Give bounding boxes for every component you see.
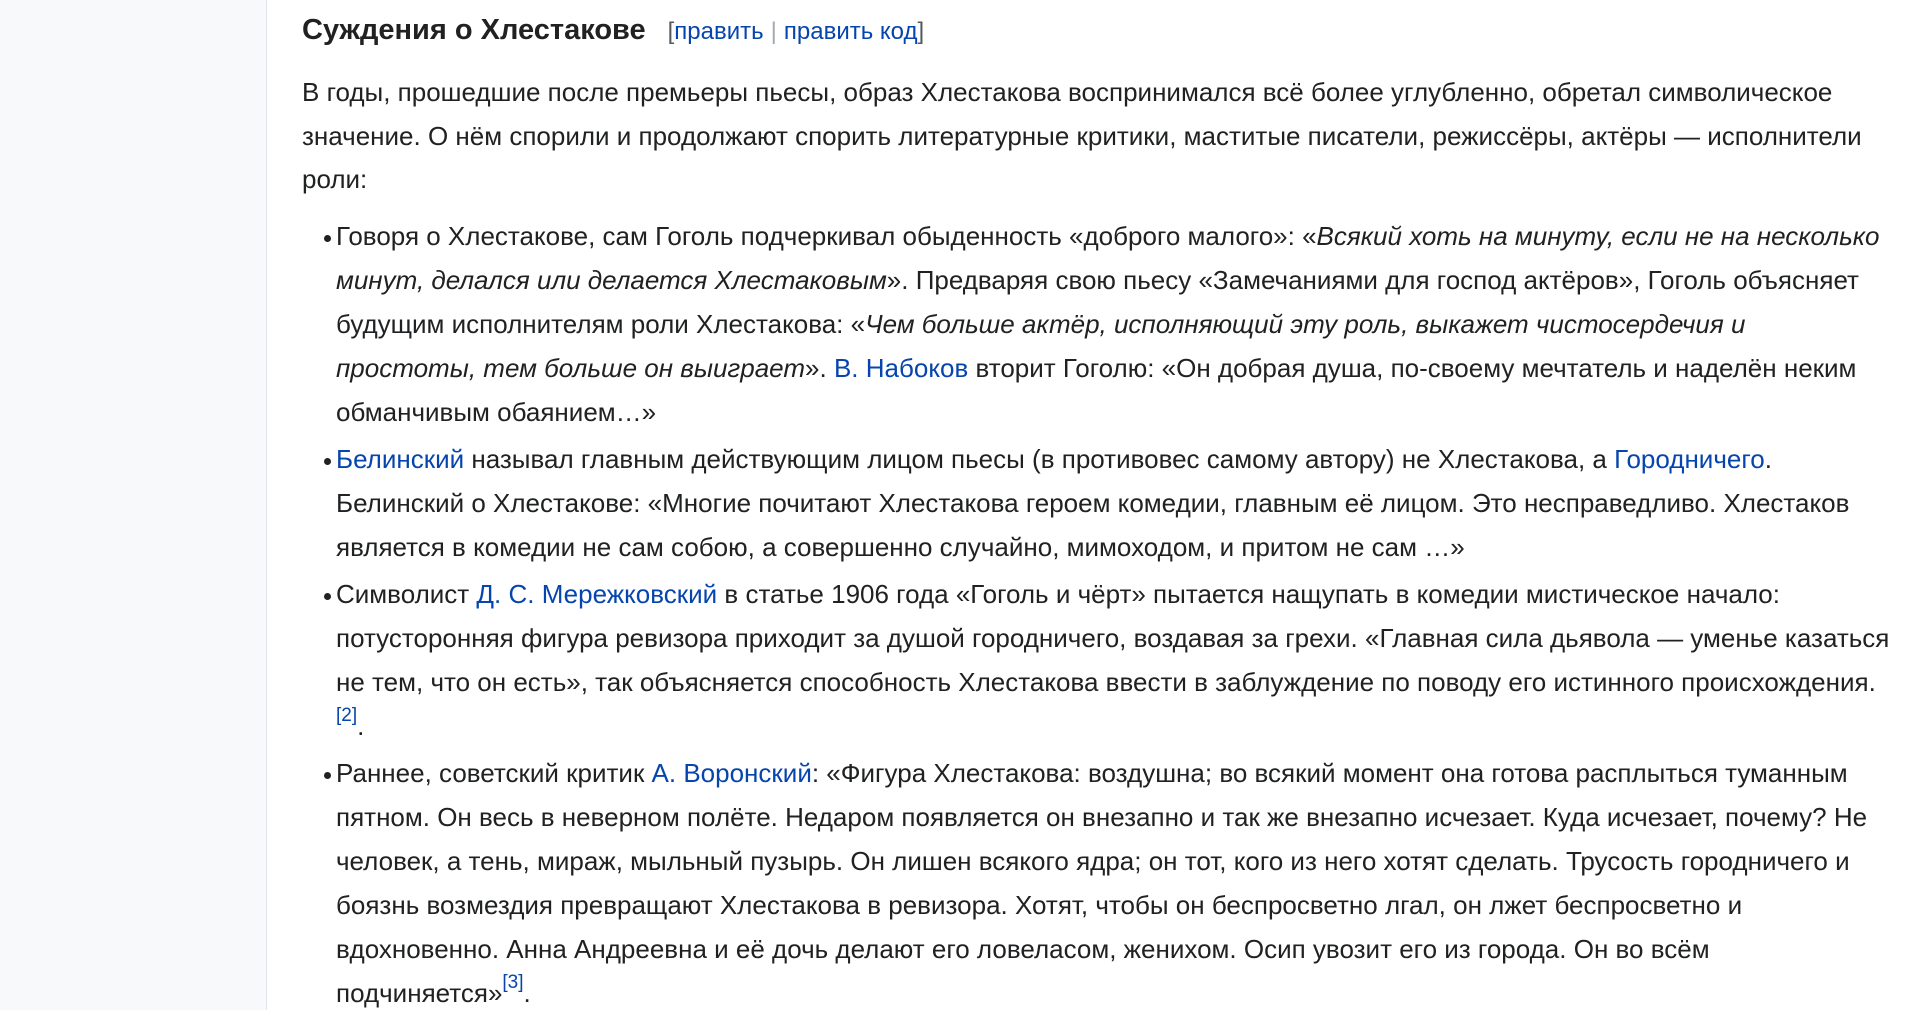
edit-bracket-open: [ bbox=[667, 18, 675, 45]
reference-3 bbox=[502, 972, 523, 993]
link-merezhkovsky[interactable]: Д. С. Мережковский bbox=[476, 578, 718, 609]
link-gorodnichy[interactable]: Городничего bbox=[1614, 443, 1765, 474]
link-voronsky[interactable]: А. Воронский bbox=[651, 757, 812, 788]
edit-section-links bbox=[668, 18, 925, 45]
gogol-quote-2: Чем больше актёр, исполняющий эту роль, выкажет чистосердечия и простоты, тем больше он выиграет bbox=[336, 308, 1746, 383]
section-heading bbox=[302, 0, 1892, 52]
intro-paragraph: В годы, прошедшие после премьеры пьесы, образ Хлестакова воспринимался всё более углубленно, обретал символическое значение. О нём спорили и продолжают спорить литературные критики, маститые писатели, режиссёры, актёры — исполнители роли: bbox=[302, 77, 1862, 194]
edit-code-link[interactable]: править код bbox=[783, 18, 918, 45]
edit-bracket-close: ] bbox=[917, 18, 925, 45]
edit-separator: | bbox=[770, 18, 777, 45]
link-belinsky[interactable]: Белинский bbox=[336, 443, 465, 474]
section-title: Суждения о Хлестакове bbox=[302, 14, 646, 46]
edit-link[interactable]: править bbox=[674, 18, 764, 45]
opinions-list bbox=[302, 214, 1892, 1015]
reference-link-3[interactable]: [3] bbox=[502, 971, 524, 993]
list-item: Белинский называл главным действующим лицом пьесы (в противовес самому автору) не Хлестакова, а Городничего. Белинский о Хлестакове: «Многие почитают Хлестакова героем комедии, главным её лицом. Это несправедливо. Хлестаков является в комедии не сам собою, а совершенно случайно, мимоходом, и притом не сам …» bbox=[302, 437, 1892, 569]
link-nabokov[interactable]: В. Набоков bbox=[833, 352, 969, 383]
list-item: Символист Д. С. Мережковский в статье 1906 года «Гоголь и чёрт» пытается нащупать в комедии мистическое начало: потусторонняя фигура ревизора приходит за душой городничего, воздавая за грехи. «Главная сила дьявола — уменье казаться не тем, что он есть», так объясняется способность Хлестакова ввести в заблуждение по поводу его истинного происхождения.[2]. bbox=[302, 572, 1892, 748]
list-item: Раннее, советский критик А. Воронский: «Фигура Хлестакова: воздушна; во всякий момент она готова расплыться туманным пятном. Он весь в неверном полёте. Недаром появляется он внезапно и так же внезапно исчезает. Куда исчезает, почему? Не человек, а тень, мираж, мыльный пузырь. Он лишен всякого ядра; он тот, кого из него хотят сделать. Трусость городничего и боязнь возмездия превращают Хлестакова в ревизора. Хотят, чтобы он беспросветно лгал, он лжет беспросветно и вдохновенно. Анна Андреевна и её дочь делают его ловеласом, женихом. Осип увозит его из города. Он во всём подчиняется»[3]. bbox=[302, 751, 1892, 1015]
reference-2 bbox=[336, 705, 357, 726]
gogol-quote-1: Всякий хоть на минуту, если не на несколько минут, делался или делается Хлестаковым bbox=[336, 220, 1880, 295]
reference-link-2[interactable]: [2] bbox=[336, 704, 358, 726]
article-content bbox=[302, 0, 1892, 1018]
list-item: Говоря о Хлестакове, сам Гоголь подчеркивал обыденность «доброго малого»: «Всякий хоть на минуту, если не на несколько минут, делался или делается Хлестаковым». Предваряя свою пьесу «Замечаниями для господ актёров», Гоголь объясняет будущим исполнителям роли Хлестакова: «Чем больше актёр, исполняющий эту роль, выкажет чистосердечия и простоты, тем больше он выиграет». В. Набоков вторит Гоголю: «Он добрая душа, по-своему мечтатель и наделён неким обманчивым обаянием…» bbox=[302, 214, 1892, 434]
sidebar-panel bbox=[0, 0, 267, 1010]
